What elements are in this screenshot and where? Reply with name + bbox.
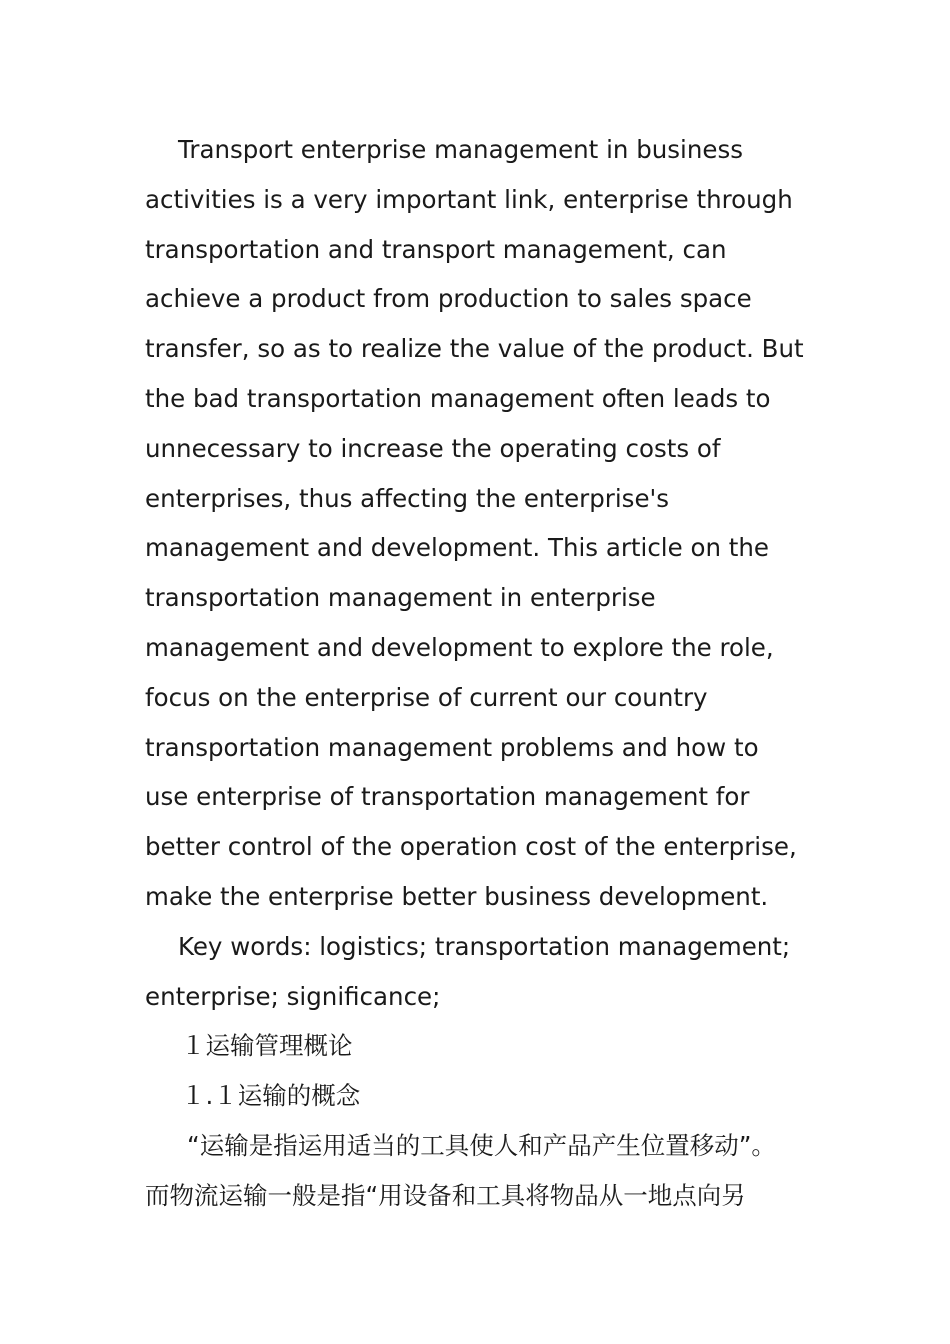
keywords-line: enterprise; significance; (145, 981, 441, 1011)
abstract-line: transfer, so as to realize the value of the product. But (145, 334, 804, 364)
abstract-line: use enterprise of transportation management for (145, 782, 750, 812)
body-line: 而物流运输一般是指“用设备和工具将物品从一地点向另 (145, 1180, 746, 1210)
abstract-line: activities is a very important link, enterprise through (145, 184, 793, 214)
abstract-line: transportation management in enterprise (145, 583, 656, 613)
abstract-line: better control of the operation cost of the enterprise, (145, 832, 797, 862)
document-text (145, 125, 815, 1221)
abstract-line: achieve a product from production to sales space (145, 284, 752, 314)
section-heading: １运输管理概论 (181, 1031, 353, 1061)
abstract-line: enterprises, thus affecting the enterprise's (145, 483, 670, 513)
abstract-line: Transport enterprise management in business (178, 135, 743, 164)
subsection-heading: １.１运输的概念 (181, 1081, 361, 1111)
abstract-line: management and development to explore the role, (145, 632, 774, 662)
body-line: “运输是指运用适当的工具使人和产品产生位置移动”。 (187, 1130, 776, 1160)
abstract-line: make the enterprise better business development. (145, 881, 769, 911)
abstract-line: management and development. This article on the (145, 533, 769, 563)
abstract-line: transportation management problems and how to (145, 732, 759, 762)
abstract-line: transportation and transport management, can (145, 234, 727, 264)
abstract-line: unnecessary to increase the operating costs of (145, 433, 721, 463)
keywords-line: Key words: logistics; transportation management; (178, 931, 791, 961)
abstract-line: the bad transportation management often leads to (145, 383, 771, 413)
abstract-line: focus on the enterprise of current our country (145, 682, 708, 712)
